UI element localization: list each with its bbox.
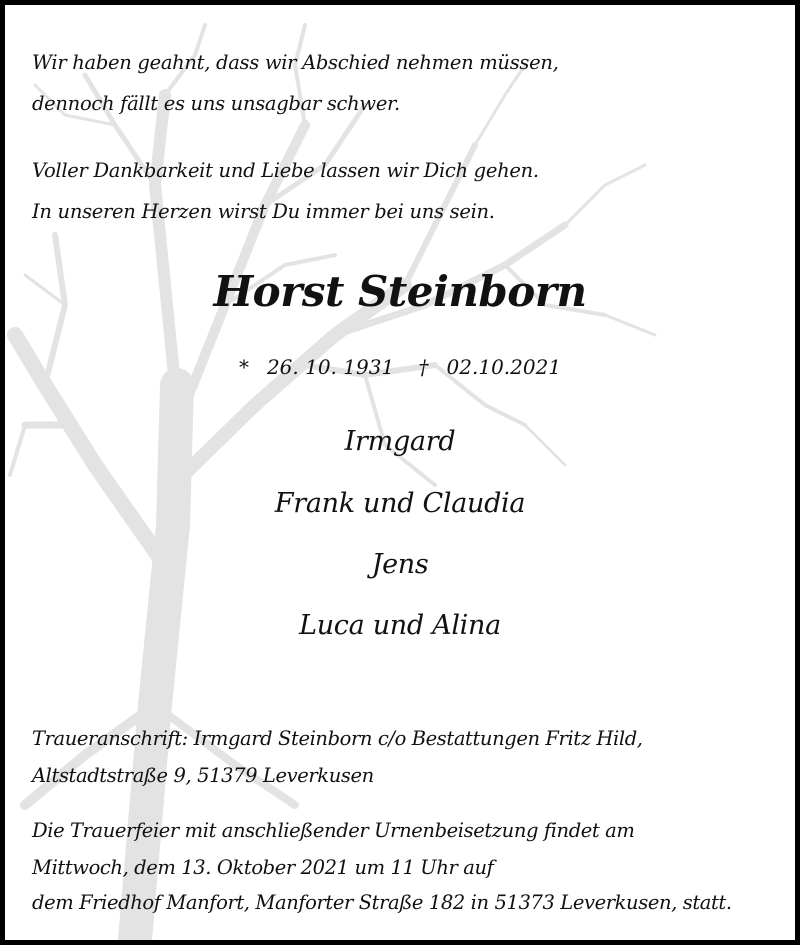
ceremony-line-2: Mittwoch, dem 13. Oktober 2021 um 11 Uhr auf — [32, 856, 494, 879]
birth-date: 26. 10. 1931 — [266, 355, 395, 379]
mourner-name: Frank und Claudia — [274, 488, 526, 519]
life-dates — [5, 355, 795, 379]
intro-line-2: dennoch fällt es uns unsagbar schwer. — [32, 92, 400, 115]
death-cross-symbol: † — [418, 355, 429, 379]
address-line-2: Altstadtstraße 9, 51379 Leverkusen — [32, 764, 374, 787]
birth-symbol: * — [238, 355, 249, 379]
intro-line-4: In unseren Herzen wirst Du immer bei uns sein. — [32, 200, 495, 223]
address-line-1: Traueranschrift: Irmgard Steinborn c/o Bestattungen Fritz Hild, — [32, 727, 643, 750]
mourner-name: Irmgard — [344, 426, 456, 457]
mourner-name: Jens — [371, 549, 429, 580]
intro-line-3: Voller Dankbarkeit und Liebe lassen wir Dich gehen. — [32, 159, 539, 182]
deceased-name: Horst Steinborn — [213, 267, 587, 316]
ceremony-line-1: Die Trauerfeier mit anschließender Urnenbeisetzung findet am — [32, 819, 635, 842]
ceremony-line-3: dem Friedhof Manfort, Manforter Straße 182 in 51373 Leverkusen, statt. — [32, 891, 732, 914]
mourner-name: Luca und Alina — [299, 610, 501, 641]
tree-watermark-illustration — [5, 5, 795, 940]
death-date: 02.10.2021 — [446, 355, 562, 379]
intro-line-1: Wir haben geahnt, dass wir Abschied nehmen müssen, — [32, 51, 559, 74]
